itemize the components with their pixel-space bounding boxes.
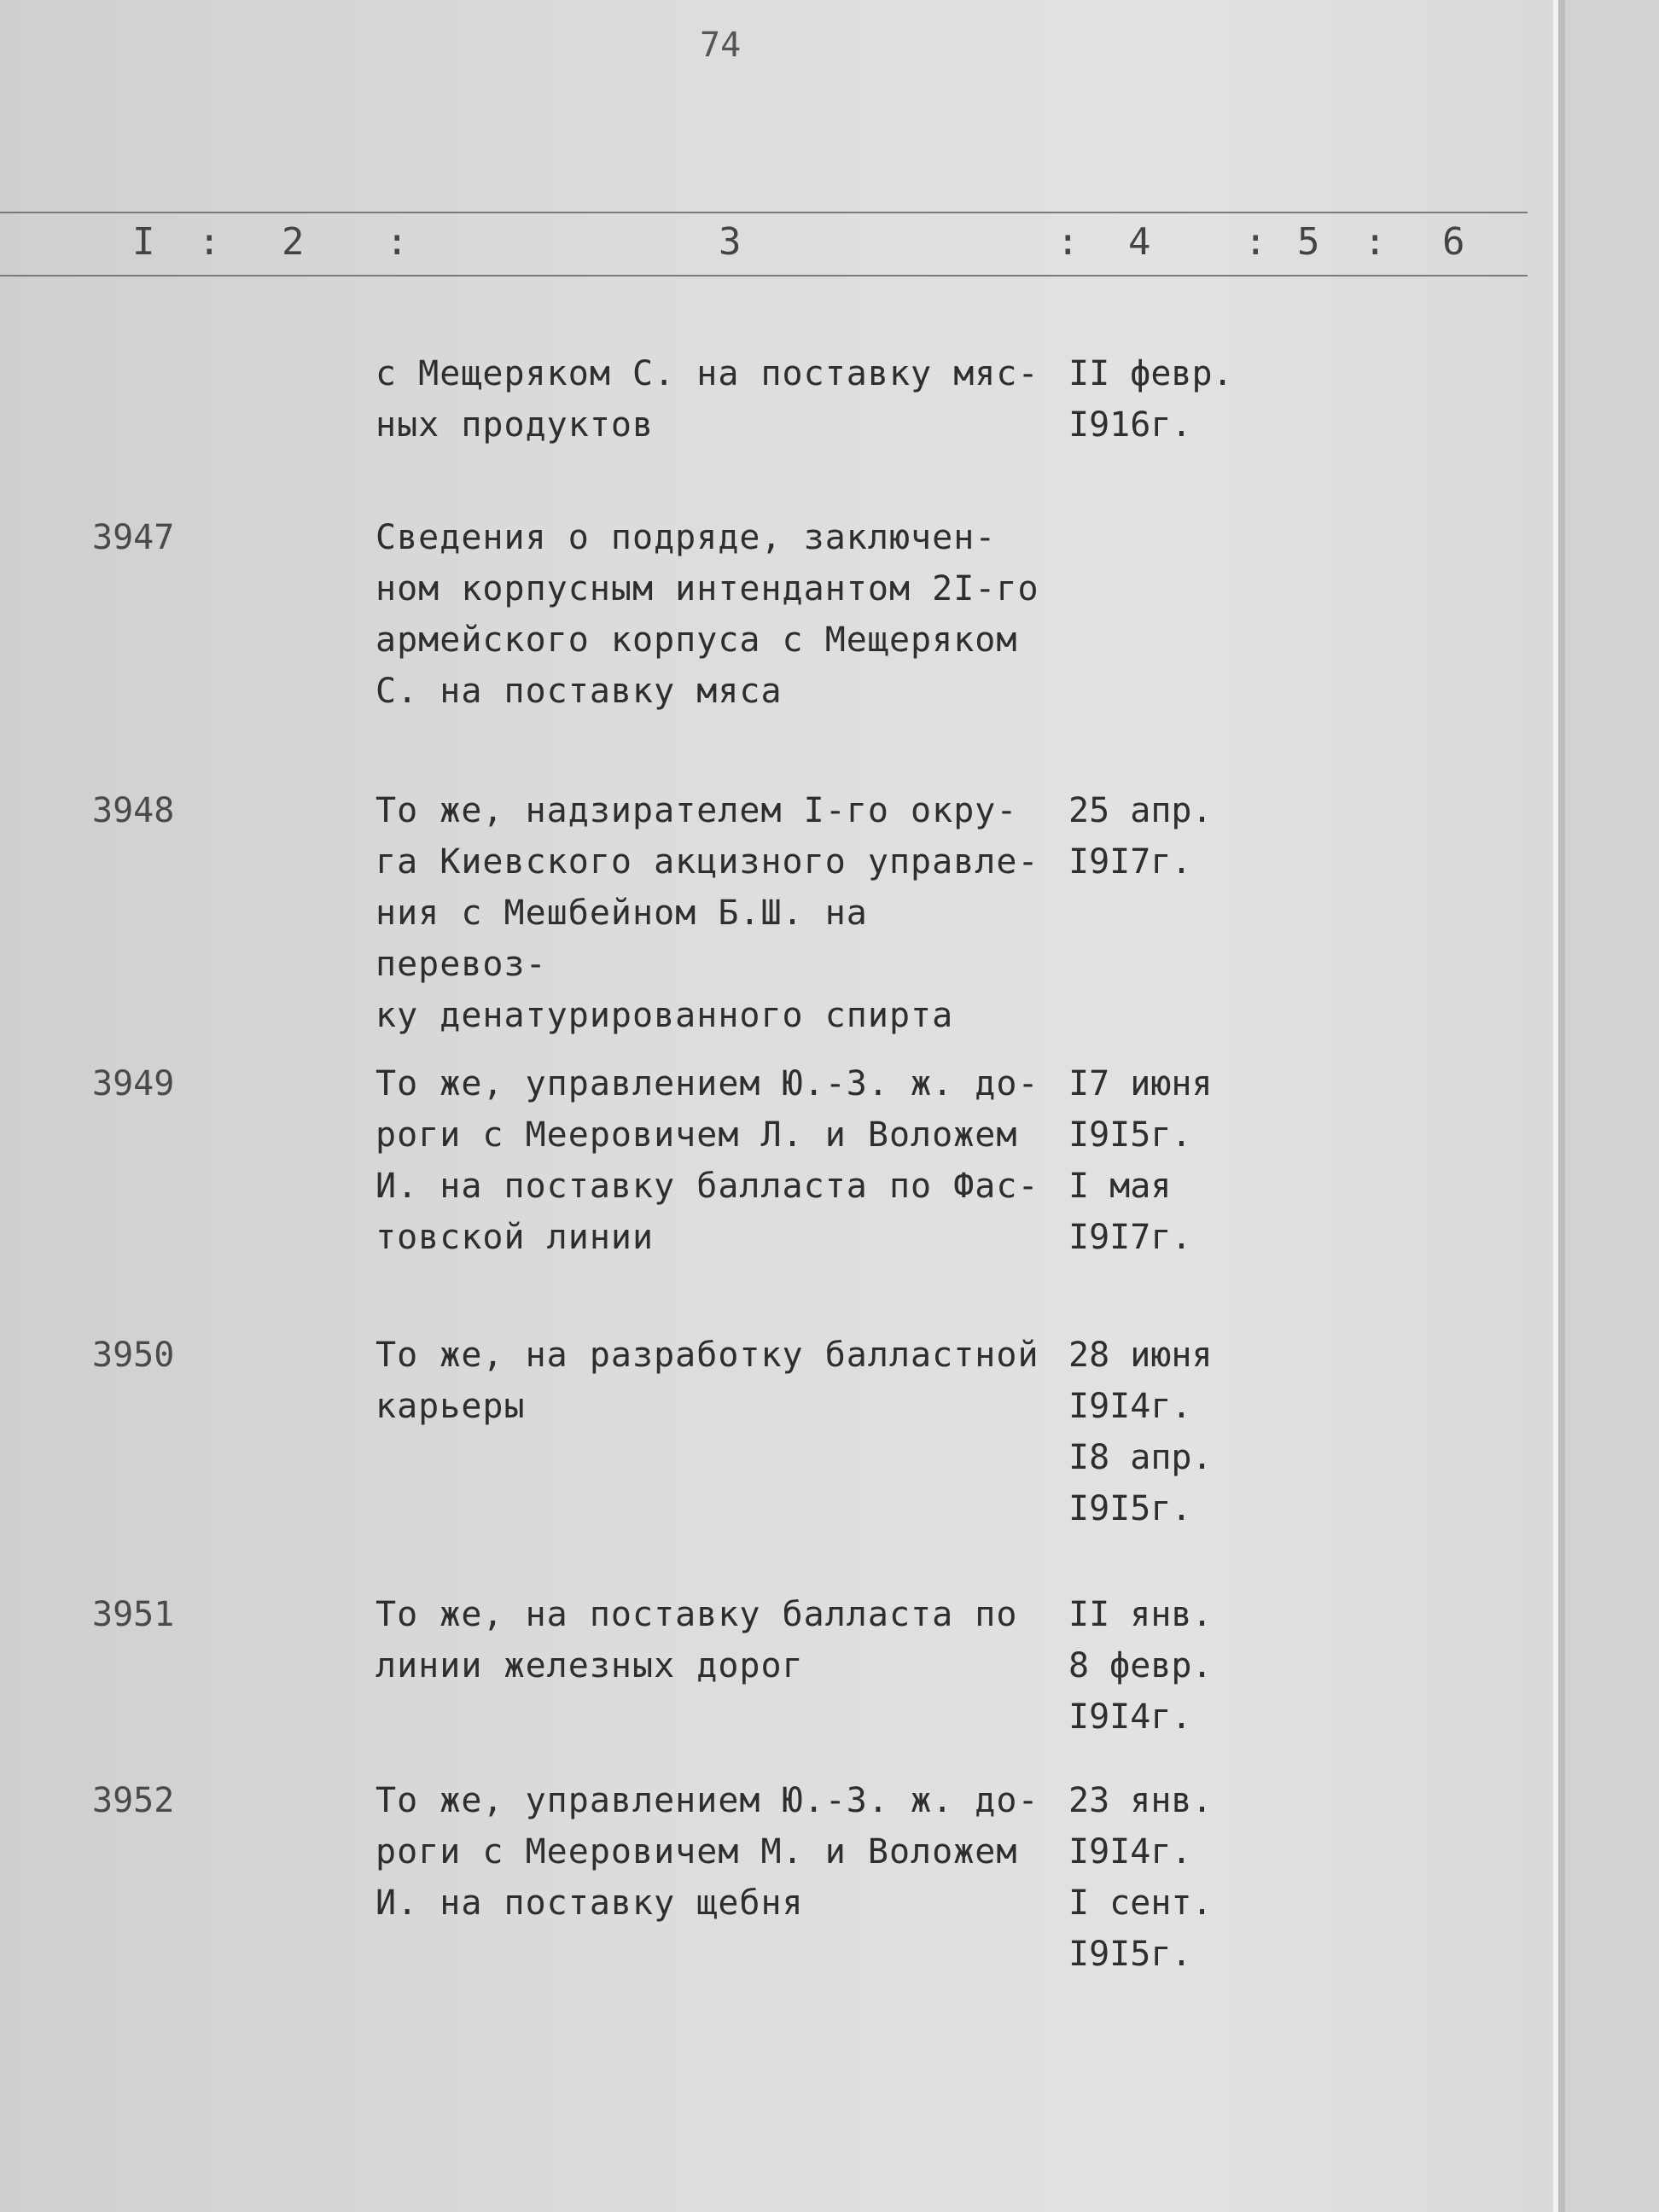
column-separator: : <box>386 220 409 264</box>
column-separator: : <box>1057 220 1080 264</box>
column-header-5: 5 <box>1297 220 1320 264</box>
entry-date: 28 июня I9I4г. I8 апр. I9I5г. <box>1068 1336 1213 1528</box>
column-separator: : <box>1364 220 1387 264</box>
column-header-3: 3 <box>719 220 742 264</box>
entry-number: 3951 <box>92 1595 175 1634</box>
entry-date: II февр. I916г. <box>1068 354 1233 445</box>
entry-number: 3950 <box>92 1336 175 1375</box>
entry-date: 23 янв. I9I4г. I сент. I9I5г. <box>1068 1781 1213 1974</box>
entry-number: 3948 <box>92 791 175 830</box>
entry-description: То же, надзирателем I-го окру- га Киевского акцизного управле- ния с Мешбейном Б.Ш. на перевоз- ку денатурированного спирта <box>375 791 1039 1035</box>
entry-number: 3949 <box>92 1064 175 1103</box>
column-separator: : <box>198 220 221 264</box>
entry-date: I7 июня I9I5г. I мая I9I7г. <box>1068 1064 1213 1257</box>
entry-description: с Мещеряком С. на поставку мяс- ных продуктов <box>375 354 1039 445</box>
entry-description: То же, на поставку балласта по линии железных дорог <box>375 1595 1018 1685</box>
entry-description: То же, управлением Ю.-З. ж. до- роги с Мееровичем Л. и Воложем И. на поставку балласта по Фас- товской линии <box>375 1064 1039 1257</box>
header-rule-bottom <box>0 275 1528 276</box>
column-header-4: 4 <box>1128 220 1151 264</box>
entry-description: То же, управлением Ю.-З. ж. до- роги с Мееровичем М. и Воложем И. на поставку щебня <box>375 1781 1039 1923</box>
entry-date: 25 апр. I9I7г. <box>1068 791 1213 882</box>
column-header-6: 6 <box>1442 220 1465 264</box>
entry-date: II янв. 8 февр. I9I4г. <box>1068 1595 1213 1737</box>
header-rule-top <box>0 212 1528 213</box>
column-separator: : <box>1244 220 1267 264</box>
page-number: 74 <box>700 26 742 65</box>
entry-description: Сведения о подряде, заключен- ном корпусным интендантом 2I-го армейского корпуса с Мещеряком С. на поставку мяса <box>375 518 1039 711</box>
column-header-1: I <box>132 220 155 264</box>
entry-number: 3952 <box>92 1781 175 1820</box>
entry-description: То же, на разработку балластной карьеры <box>375 1336 1039 1426</box>
column-header-2: 2 <box>282 220 305 264</box>
entry-number: 3947 <box>92 518 175 557</box>
